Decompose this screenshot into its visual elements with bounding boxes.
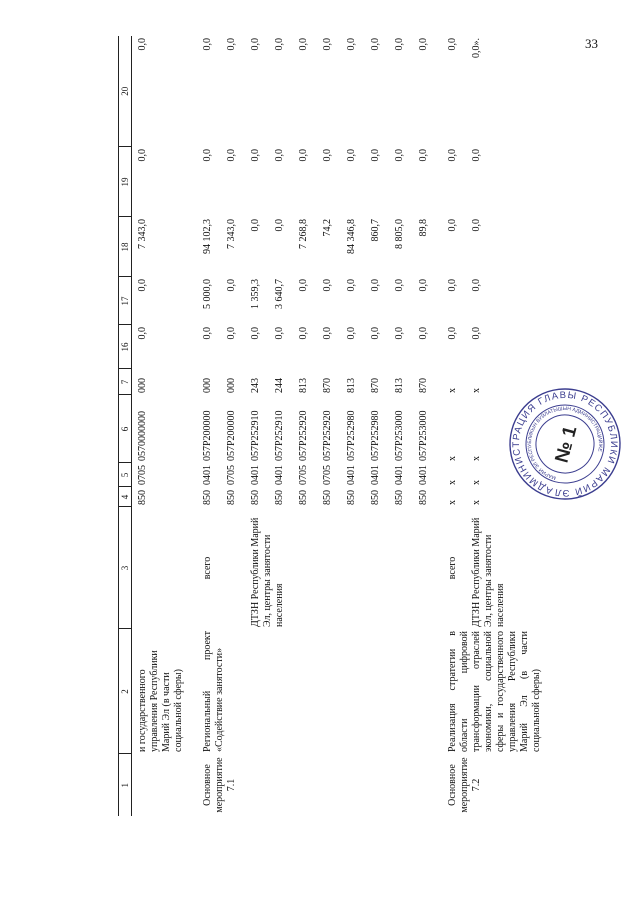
cell-value: 0,0: [418, 149, 429, 162]
measure-label: Основное мероприятие 7.1: [202, 757, 237, 813]
cell-type: 813: [394, 378, 405, 393]
cell-value: 8 805,0: [394, 219, 405, 249]
cell-value: 0,0: [447, 38, 458, 51]
cell-grbs: 850: [137, 490, 148, 505]
cell-value: 0,0: [346, 38, 357, 51]
cell-type: 000: [137, 378, 148, 393]
page-number: 33: [585, 36, 598, 51]
cell-value: 0,0: [322, 149, 333, 162]
cell-section: 0401: [202, 465, 213, 485]
program-description: и государственного управления Республики Марий Эл (в части социальной сферы): [137, 650, 184, 752]
cell-value: 0,0: [250, 219, 261, 232]
cell-grbs: 850: [394, 490, 405, 505]
header-cell: 6: [119, 395, 132, 463]
seal-number: № 1: [551, 423, 582, 465]
cell-executor: ДТЗН Республики Марий Эл, центры занятости населения: [250, 517, 285, 627]
cell-grbs: 850: [226, 490, 237, 505]
cell-value: 0,0: [202, 149, 213, 162]
cell-target: х: [471, 456, 482, 461]
cell-type: 813: [346, 378, 357, 393]
cell-value: 0,0: [274, 38, 285, 51]
cell-value: 5 000,0: [202, 279, 213, 309]
cell-target: 0570000000: [137, 411, 148, 461]
cell-target: х: [447, 456, 458, 461]
cell-section: 0401: [370, 465, 381, 485]
cell-section: 0705: [298, 465, 309, 485]
cell-type: 244: [274, 378, 285, 393]
cell-value: 0,0: [447, 327, 458, 340]
seal-ring-text: АДМИНИСТРАЦИЯ ГЛАВЫ РЕСПУБЛИКИ МАРИЙ ЭЛ: [510, 389, 620, 499]
cell-grbs: 850: [250, 490, 261, 505]
cell-value: 0,0: [370, 279, 381, 292]
cell-section: 0705: [322, 465, 333, 485]
header-cell: 17: [119, 277, 132, 325]
cell-value: 0,0: [250, 38, 261, 51]
cell-target: 057P200000: [202, 410, 213, 461]
cell-target: 057P252910: [250, 410, 261, 461]
cell-section: 0401: [346, 465, 357, 485]
table-row: [394, 36, 418, 816]
cell-value: 0,0: [346, 149, 357, 162]
cell-value: 860,7: [370, 219, 381, 242]
cell-executor: всего: [202, 556, 213, 580]
cell-value: 3 640,7: [274, 279, 285, 309]
cell-executor: ДТЗН Республики Марий Эл, центры занятости населения: [471, 517, 506, 627]
cell-value: 94 102,3: [202, 219, 213, 254]
table-row: [322, 36, 346, 816]
cell-value: 0,0: [346, 327, 357, 340]
header-cell: 18: [119, 217, 132, 277]
cell-value: 0,0».: [471, 38, 482, 58]
cell-target: 057P252910: [274, 410, 285, 461]
cell-value: 74,2: [322, 219, 333, 237]
cell-value: 0,0: [370, 38, 381, 51]
cell-grbs: 850: [346, 490, 357, 505]
cell-value: 0,0: [370, 327, 381, 340]
header-cell: 2: [119, 629, 132, 754]
header-row: [119, 36, 132, 816]
cell-grbs: 850: [370, 490, 381, 505]
cell-value: 89,8: [418, 219, 429, 237]
cell-value: 0,0: [447, 219, 458, 232]
cell-value: 0,0: [471, 219, 482, 232]
cell-value: 0,0: [274, 149, 285, 162]
cell-section: х: [471, 480, 482, 485]
header-cell: 20: [119, 36, 132, 147]
cell-value: 0,0: [137, 327, 148, 340]
cell-value: 0,0: [298, 149, 309, 162]
cell-type: 243: [250, 378, 261, 393]
cell-value: 0,0: [394, 149, 405, 162]
cell-type: х: [471, 388, 482, 393]
cell-section: 0401: [394, 465, 405, 485]
cell-value: 0,0: [394, 279, 405, 292]
cell-value: 0,0: [298, 327, 309, 340]
header-cell: 3: [119, 507, 132, 629]
cell-target: 057P252920: [298, 410, 309, 461]
cell-value: 0,0: [471, 149, 482, 162]
cell-value: 0,0: [137, 149, 148, 162]
cell-type: 000: [202, 378, 213, 393]
official-seal: [505, 385, 625, 503]
table-row: [202, 36, 226, 816]
cell-value: 0,0: [226, 327, 237, 340]
cell-section: 0401: [274, 465, 285, 485]
table-row: [250, 36, 274, 816]
table-row: [370, 36, 394, 816]
cell-type: х: [447, 388, 458, 393]
cell-value: 0,0: [418, 327, 429, 340]
cell-value: 0,0: [394, 38, 405, 51]
cell-value: 0,0: [418, 38, 429, 51]
cell-value: 0,0: [447, 149, 458, 162]
seal-inner-text: МАРИЙ ЭЛ РЕСПУБЛИКЫН ВУЙЛАТЫШЫН АДМИНИСТРАЦИЙЖЕ: [526, 405, 604, 481]
cell-value: 1 359,3: [250, 279, 261, 309]
cell-executor: всего: [447, 556, 458, 580]
cell-target: 057P252980: [370, 410, 381, 461]
cell-value: 0,0: [274, 327, 285, 340]
cell-section: 0401: [250, 465, 261, 485]
table-row: [137, 36, 197, 816]
cell-value: 0,0: [447, 279, 458, 292]
project-name: Региональный проект «Содействие занятости»: [202, 631, 225, 752]
cell-value: 0,0: [370, 149, 381, 162]
cell-grbs: х: [471, 500, 482, 505]
header-cell: 4: [119, 487, 132, 507]
cell-value: 0,0: [298, 38, 309, 51]
measure-description: Реализация стратегии в области цифровой трансформации отраслей экономики, социальной сферы и государственного управления Республики Марий Эл (в части социальной сферы): [447, 631, 542, 752]
cell-grbs: 850: [418, 490, 429, 505]
header-cell: 5: [119, 463, 132, 487]
cell-section: х: [447, 480, 458, 485]
cell-target: 057P252920: [322, 410, 333, 461]
cell-value: 0,0: [202, 38, 213, 51]
cell-type: 870: [322, 378, 333, 393]
cell-value: 0,0: [418, 279, 429, 292]
cell-value: 0,0: [137, 38, 148, 51]
cell-grbs: 850: [322, 490, 333, 505]
cell-value: 0,0: [322, 327, 333, 340]
cell-section: 0705: [137, 465, 148, 485]
cell-section: 0705: [226, 465, 237, 485]
cell-value: 0,0: [322, 38, 333, 51]
measure-label: Основное мероприятие 7.2: [447, 757, 482, 813]
cell-value: 0,0: [322, 279, 333, 292]
table-row: [447, 36, 471, 816]
cell-value: 7 268,8: [298, 219, 309, 249]
table-row: [274, 36, 298, 816]
cell-value: 0,0: [202, 327, 213, 340]
cell-value: 0,0: [471, 327, 482, 340]
cell-type: 870: [418, 378, 429, 393]
cell-grbs: х: [447, 500, 458, 505]
cell-value: 7 343,0: [137, 219, 148, 249]
header-cell: 7: [119, 369, 132, 395]
header-cell: 19: [119, 147, 132, 217]
cell-grbs: 850: [202, 490, 213, 505]
cell-value: 0,0: [471, 279, 482, 292]
cell-value: 0,0: [226, 149, 237, 162]
cell-type: 000: [226, 378, 237, 393]
cell-value: 0,0: [394, 327, 405, 340]
cell-target: 057P200000: [226, 410, 237, 461]
table-row: [298, 36, 322, 816]
cell-value: 0,0: [250, 327, 261, 340]
cell-type: 870: [370, 378, 381, 393]
header-cell: 1: [119, 754, 132, 816]
cell-value: 0,0: [274, 219, 285, 232]
cell-value: 84 346,8: [346, 219, 357, 254]
cell-section: 0401: [418, 465, 429, 485]
cell-grbs: 850: [298, 490, 309, 505]
cell-value: 0,0: [226, 279, 237, 292]
table-row: [346, 36, 370, 816]
cell-grbs: 850: [274, 490, 285, 505]
cell-type: 813: [298, 378, 309, 393]
header-cell: 16: [119, 325, 132, 369]
cell-target: 057P252980: [346, 410, 357, 461]
cell-value: 0,0: [250, 149, 261, 162]
cell-value: 0,0: [137, 279, 148, 292]
cell-target: 057P253000: [418, 410, 429, 461]
cell-target: 057P253000: [394, 410, 405, 461]
table-row: [418, 36, 442, 816]
cell-value: 0,0: [346, 279, 357, 292]
cell-value: 7 343,0: [226, 219, 237, 249]
cell-value: 0,0: [298, 279, 309, 292]
cell-value: 0,0: [226, 38, 237, 51]
